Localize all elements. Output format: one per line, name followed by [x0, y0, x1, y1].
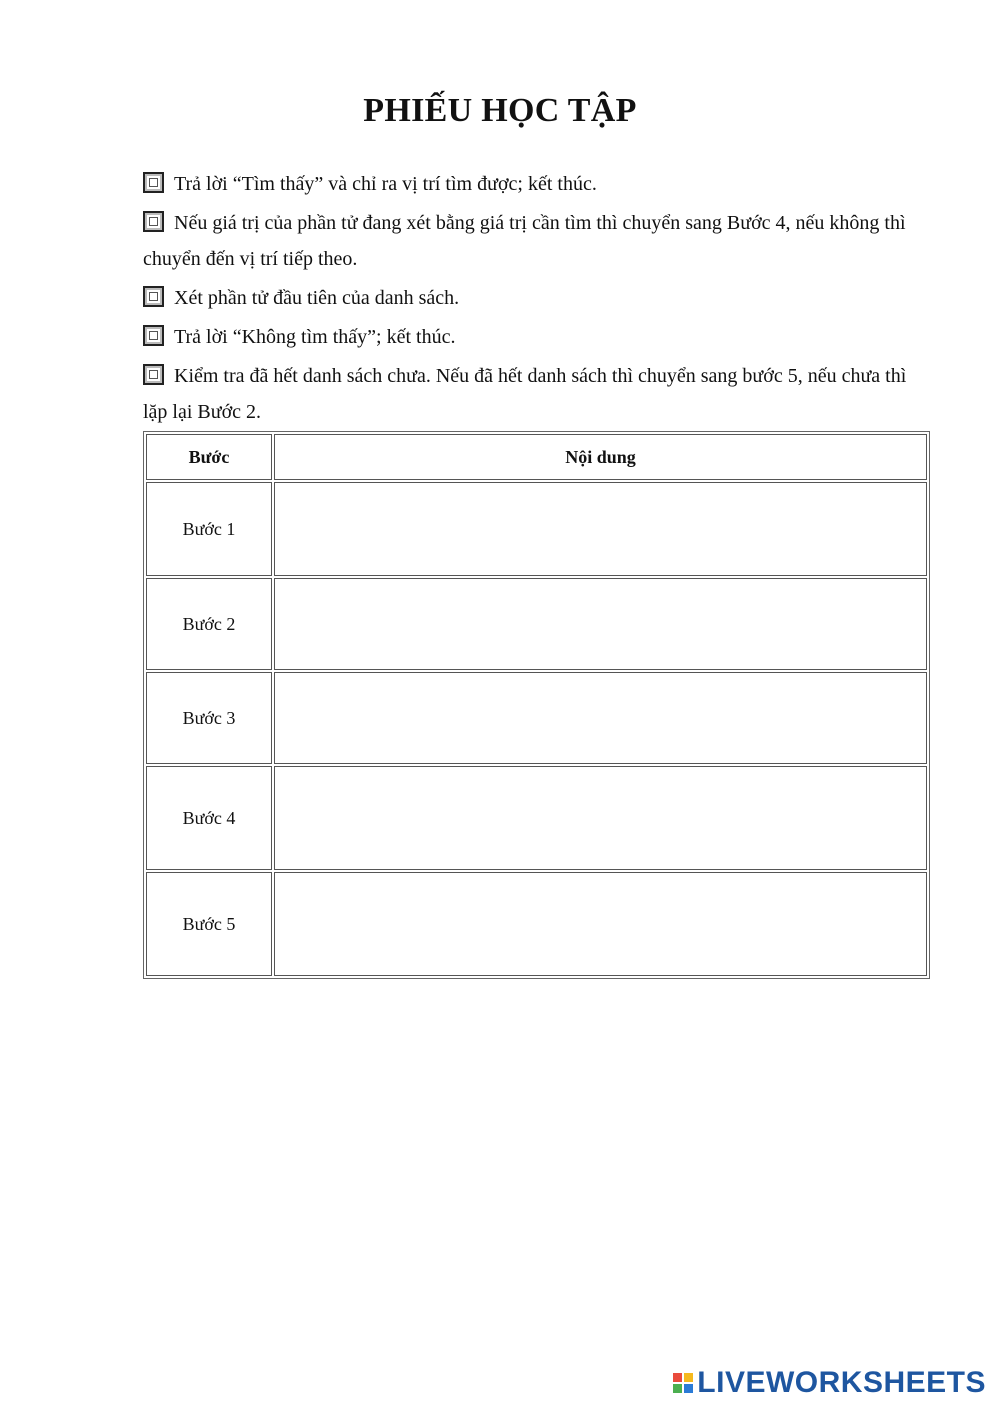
option-text: Trả lời “Tìm thấy” và chỉ ra vị trí tìm được; kết thúc. — [174, 173, 597, 195]
step-label: Bước 5 — [146, 872, 272, 976]
option-item-3 — [143, 280, 933, 316]
option-text: Kiểm tra đã hết danh sách chưa. Nếu đã hết danh sách thì chuyển sang bước 5, nếu chưa thì lặp lại Bước 2. — [143, 365, 907, 423]
step-label: Bước 1 — [146, 482, 272, 576]
answer-cell[interactable] — [274, 482, 927, 576]
logo-square — [684, 1384, 693, 1393]
logo-square — [684, 1373, 693, 1382]
logo-mark-icon — [673, 1373, 693, 1393]
steps-table — [143, 431, 930, 979]
answer-cell[interactable] — [274, 872, 927, 976]
option-text: Nếu giá trị của phần tử đang xét bằng giá trị cần tìm thì chuyển sang Bước 4, nếu không thì chuyển đến vị trí tiếp theo. — [143, 212, 906, 270]
answer-cell[interactable] — [274, 578, 927, 670]
table-row — [146, 482, 927, 576]
page-title: PHIẾU HỌC TẬP — [363, 92, 637, 129]
step-label: Bước 2 — [146, 578, 272, 670]
step-label: Bước 3 — [146, 672, 272, 764]
logo-text: LIVEWORKSHEETS — [697, 1366, 986, 1399]
option-text: Trả lời “Không tìm thấy”; kết thúc. — [174, 326, 456, 348]
table-row — [146, 766, 927, 870]
answer-cell[interactable] — [274, 766, 927, 870]
table-row — [146, 578, 927, 670]
step-label: Bước 4 — [146, 766, 272, 870]
option-text: Xét phần tử đầu tiên của danh sách. — [174, 287, 460, 309]
liveworksheets-logo — [673, 1366, 986, 1400]
option-item-2 — [143, 205, 933, 277]
logo-square — [673, 1373, 682, 1382]
option-item-4 — [143, 319, 933, 355]
table-row — [146, 672, 927, 764]
logo-square — [673, 1384, 682, 1393]
checkbox-icon[interactable] — [143, 364, 164, 385]
checkbox-icon[interactable] — [143, 325, 164, 346]
header-step: Bước — [146, 434, 272, 480]
options-list — [143, 166, 933, 433]
answer-cell[interactable] — [274, 672, 927, 764]
option-item-1 — [143, 166, 933, 202]
checkbox-icon[interactable] — [143, 172, 164, 193]
checkbox-icon[interactable] — [143, 211, 164, 232]
table-header-row — [146, 434, 927, 480]
option-item-5 — [143, 358, 933, 430]
table-row — [146, 872, 927, 976]
checkbox-icon[interactable] — [143, 286, 164, 307]
header-content: Nội dung — [274, 434, 927, 480]
